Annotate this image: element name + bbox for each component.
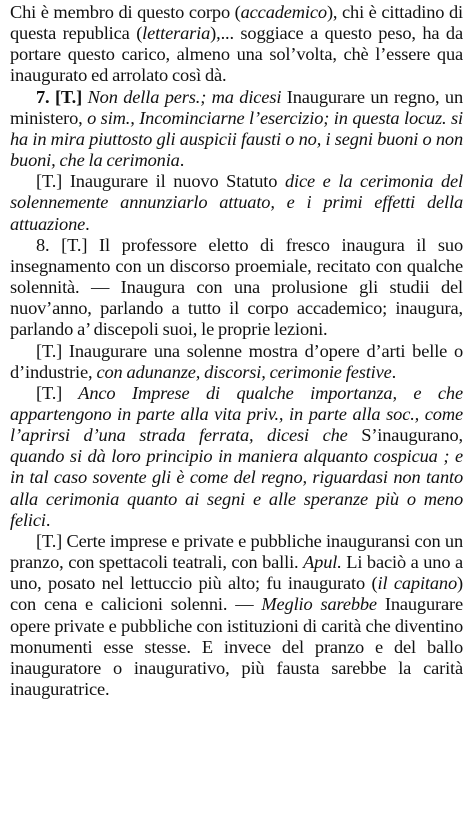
tag-marker: [T.] <box>36 340 63 361</box>
paragraph-text: S’inaugurano, <box>347 425 463 446</box>
entry-paragraph-imprese <box>10 383 463 531</box>
entry-paragraph-continuation <box>10 2 463 87</box>
italic-text: Anco Imprese di qualche importanza, e che appartengono in parte alla vita priv., in parte alla soc., come l’aprirsi d’una strada ferrata, dicesi che <box>10 382 463 446</box>
entry-paragraph-statuto <box>10 171 463 234</box>
paragraph-text: ), chi è cittadino di questa republica ( <box>10 2 463 44</box>
paragraph-text: ) con cena e calicioni solenni. — <box>10 573 464 615</box>
paragraph-text: Inaugurare un regno, un ministero, <box>10 86 464 128</box>
paragraph-text: ),... soggiace a questo peso, ha da portare questo carico, almeno una sol’volta, chè l’essere qua inaugurato ed arrolato così dà. <box>10 23 463 86</box>
paragraph-text: Il professore eletto di fresco inaugura il suo insegnamento con un discorso proemiale, recitato con qualche solennità. — Inaugura con una prolusione gli studii del nuov’anno, parlando a tutto il corpo accademico; inaugura, parlando a’ discepoli suoi, le proprie lezioni. <box>10 234 464 340</box>
paragraph-text: . <box>85 213 90 234</box>
paragraph-text: . <box>45 509 51 530</box>
italic-text: Meglio sarebbe <box>261 594 377 615</box>
italic-text: o sim., Incominciarne l’esercizio; in questa locuz. si ha in mira piuttosto gli auspicii fausti o no, i segni buoni o non buoni, che la cerimonia <box>10 107 464 171</box>
italic-text: dice e la cerimonia del solennemente annunziarlo attuato, e i primi effetti della attuazione <box>10 171 463 234</box>
paragraph-text: Chi è membro di questo corpo ( <box>10 2 241 22</box>
paragraph-text: Inaugurare opere private e pubbliche con istituzioni di carità che diventino monumenti esse stesse. E invece del pranzo e del ballo inauguratore o inaugurativo, più fausta sarebbe la carità inauguratrice. <box>10 594 463 699</box>
italic-text: letteraria <box>142 23 211 44</box>
italic-text: accademico <box>240 2 327 22</box>
entry-paragraph-sense-8 <box>10 235 463 341</box>
italic-text: con adunanze, discorsi, cerimonie festive <box>96 361 392 382</box>
italic-text: quando si dà loro principio in maniera alquanto cospicua ; e in tal caso sovente gli è come del regno, riguardasi non tanto alla cerimonia quanto ai segni e alle speranze più o meno felici <box>10 446 463 530</box>
tag-marker: [T.] <box>36 382 63 403</box>
sense-number: 8. [T.] <box>36 234 88 255</box>
sense-number: 7. [T.] <box>36 86 83 107</box>
italic-text: Non della pers.; ma dicesi <box>82 86 282 107</box>
tag-marker: [T.] <box>36 530 63 551</box>
paragraph-text: Certe imprese e private e pubbliche inauguransi con un pranzo, con spettacoli teatrali, con balli. <box>10 530 463 573</box>
tag-marker: [T.] <box>36 171 63 192</box>
paragraph-text: . <box>391 361 397 382</box>
entry-paragraph-sense-7 <box>10 87 463 172</box>
paragraph-text: . <box>179 150 185 171</box>
author-abbreviation: Apul. <box>303 552 342 573</box>
paragraph-text: Inaugurare il nuovo Statuto <box>62 171 285 192</box>
italic-text: il capitano <box>377 573 458 594</box>
paragraph-text: Li baciò a uno a uno, posato nel lettuccio più alto; fu inaugurato ( <box>10 552 463 594</box>
entry-paragraph-mostra <box>10 341 463 383</box>
paragraph-text: Inaugurare una solenne mostra d’opere d’arti belle o d’industrie, <box>10 340 463 382</box>
entry-paragraph-pranzo <box>10 531 463 700</box>
